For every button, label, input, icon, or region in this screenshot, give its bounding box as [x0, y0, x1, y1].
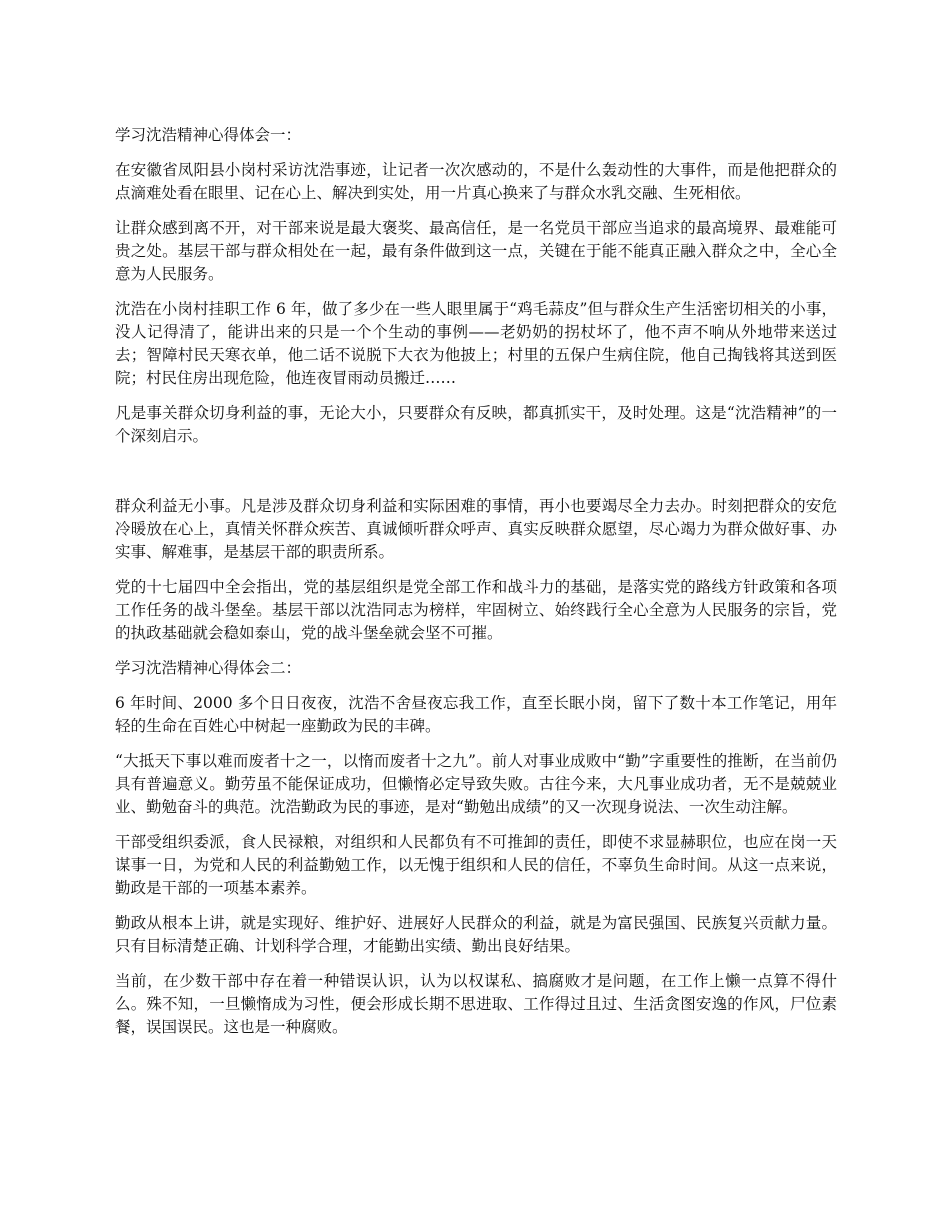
paragraph: 在安徽省凤阳县小岗村采访沈浩事迹，让记者一次次感动的，不是什么轰动性的大事件，而是他把群众的点滴难处看在眼里、记在心上、解决到实处，用一片真心换来了与群众水乳交融、生死相依。: [115, 161, 837, 202]
paragraph: 让群众感到离不开，对干部来说是最大褒奖、最高信任，是一名党员干部应当追求的最高境界、最难能可贵之处。基层干部与群众相处在一起，最有条件做到这一点，关键在于能不能真正融入群众之中，全心全意为人民服务。: [115, 219, 837, 283]
paragraph: 干部受组织委派，食人民禄粮，对组织和人民都负有不可推卸的责任，即使不求显赫职位，也应在岗一天谋事一日，为党和人民的利益勤勉工作，以无愧于组织和人民的信任，不辜负生命时间。从这一点来说，勤政是干部的一项基本素养。: [115, 833, 837, 897]
paragraph: 6 年时间、2000 多个日日夜夜，沈浩不舍昼夜忘我工作，直至长眠小岗，留下了数十本工作笔记，用年轻的生命在百姓心中树起一座勤政为民的丰碑。: [115, 694, 837, 735]
paragraph: 当前，在少数干部中存在着一种错误认识，认为以权谋私、搞腐败才是问题，在工作上懒一点算不得什么。殊不知，一旦懒惰成为习性，便会形成长期不思进取、工作得过且过、生活贪图安逸的作风，尸位素餐，误国误民。这也是一种腐败。: [115, 972, 837, 1036]
section-heading-1: 学习沈浩精神心得体会一：: [115, 126, 302, 144]
paragraph: 群众利益无小事。凡是涉及群众切身利益和实际困难的事情，再小也要竭尽全力去办。时刻把群众的安危冷暖放在心上，真情关怀群众疾苦、真诚倾听群众呼声、真实反映群众愿望，尽心竭力为群众做好事、办实事、解难事，是基层干部的职责所系。: [115, 497, 837, 561]
section-heading-2: 学习沈浩精神心得体会二：: [115, 659, 302, 677]
paragraph: 勤政从根本上讲，就是实现好、维护好、进展好人民群众的利益，就是为富民强国、民族复兴贡献力量。只有目标清楚正确、计划科学合理，才能勤出实绩、勤出良好结果。: [115, 914, 837, 955]
document-body: [115, 124, 837, 1051]
paragraph: 党的十七届四中全会指出，党的基层组织是党全部工作和战斗力的基础，是落实党的路线方针政策和各项工作任务的战斗堡垒。基层干部以沈浩同志为榜样，牢固树立、始终践行全心全意为人民服务的宗旨，党的执政基础就会稳如泰山，党的战斗堡垒就会坚不可摧。: [115, 578, 837, 642]
blank-line: [115, 460, 837, 483]
paragraph: “大抵天下事以难而废者十之一，以惰而废者十之九”。前人对事业成败中“勤”字重要性的推断，在当前仍具有普遍意义。勤劳虽不能保证成功，但懒惰必定导致失败。古往今来，大凡事业成功者，无不是兢兢业业、勤勉奋斗的典范。沈浩勤政为民的事迹，是对“勤勉出成绩”的又一次现身说法、一次生动注解。: [115, 752, 837, 816]
paragraph: 凡是事关群众切身利益的事，无论大小，只要群众有反映，都真抓实干，及时处理。这是“沈浩精神”的一个深刻启示。: [115, 404, 837, 445]
paragraph: 沈浩在小岗村挂职工作 6 年，做了多少在一些人眼里属于“鸡毛蒜皮”但与群众生产生活密切相关的小事，没人记得清了，能讲出来的只是一个个生动的事例——老奶奶的拐杖坏了，他不声不响从外地带来送过去；智障村民天寒衣单，他二话不说脱下大衣为他披上；村里的五保户生病住院，他自己掏钱将其送到医院；村民住房出现危险，他连夜冒雨动员搬迁……: [115, 300, 837, 387]
